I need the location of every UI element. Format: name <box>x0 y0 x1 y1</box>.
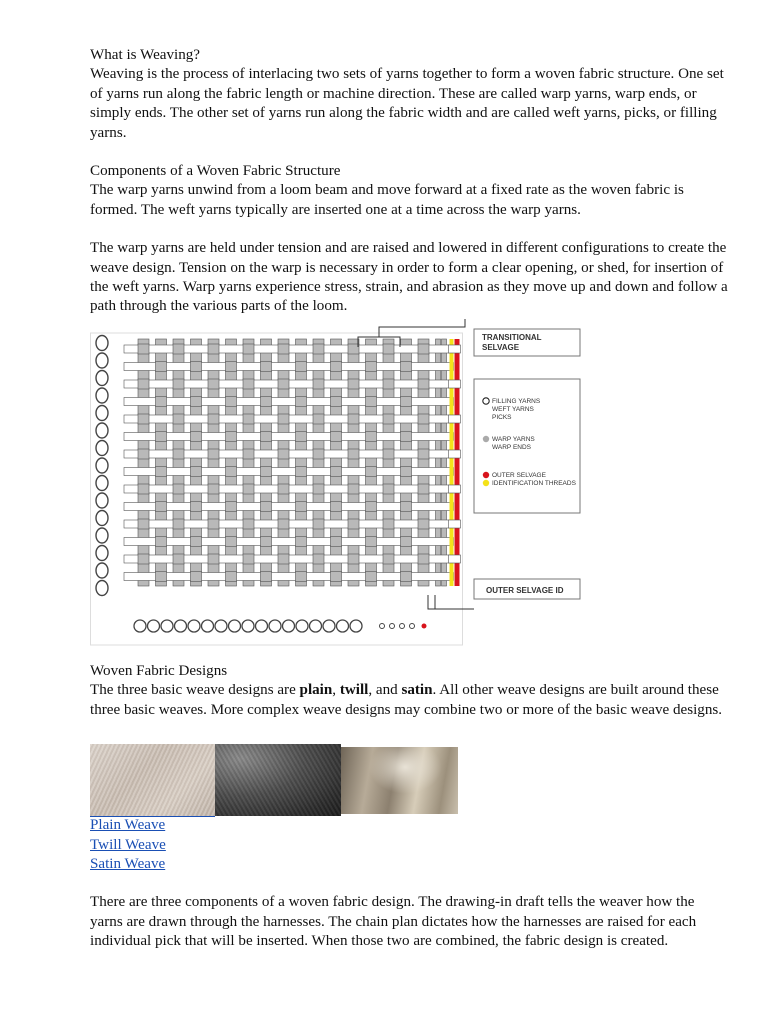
warp-yarn <box>296 339 307 586</box>
designs-intro-end: . All other weave designs are built around these three basic weaves. More complex weave designs may combine two or more of the basic weave designs. <box>90 682 723 718</box>
warp-over-crossing <box>296 466 307 476</box>
warp-over-crossing <box>366 536 377 546</box>
warp-over-crossing <box>226 501 237 511</box>
warp-over-crossing <box>366 571 377 581</box>
warp-over-crossing <box>156 536 167 546</box>
warp-over-crossing <box>296 361 307 371</box>
components-para-1: The warp yarns unwind from a loom beam and move forward at a fixed rate as the woven fabric is formed. The weft yarns typically are inserted one at a time across the warp yarns. <box>90 182 684 218</box>
warp-yarn <box>243 339 254 586</box>
warp-over-crossing <box>313 449 324 459</box>
selvage-weft-turn <box>449 345 461 353</box>
warp-over-crossing <box>348 554 359 564</box>
warp-over-crossing <box>208 379 219 389</box>
warp-over-crossing <box>383 484 394 494</box>
warp-over-crossing <box>366 361 377 371</box>
warp-over-crossing <box>138 414 149 424</box>
warp-over-crossing <box>156 361 167 371</box>
warp-over-crossing <box>296 501 307 511</box>
warp-over-crossing <box>243 519 254 529</box>
weave-photos <box>90 744 730 816</box>
warp-over-crossing <box>383 554 394 564</box>
warp-over-crossing <box>331 571 342 581</box>
warp-over-crossing <box>418 344 429 354</box>
warp-over-crossing <box>191 501 202 511</box>
warp-over-crossing <box>331 431 342 441</box>
legend-filling-3: PICKS <box>492 413 512 421</box>
warp-over-crossing <box>278 414 289 424</box>
designs-heading: Woven Fabric Designs <box>90 662 228 679</box>
warp-over-crossing <box>313 344 324 354</box>
warp-over-crossing <box>348 449 359 459</box>
warp-over-crossing <box>261 571 272 581</box>
selvage-weft-turn <box>449 450 461 458</box>
warp-over-crossing <box>138 554 149 564</box>
warp-over-crossing <box>173 484 184 494</box>
identification-thread <box>450 339 454 586</box>
warp-over-crossing <box>226 466 237 476</box>
warp-over-crossing <box>243 414 254 424</box>
warp-over-crossing <box>173 519 184 529</box>
warp-yarn <box>261 339 272 586</box>
warp-over-crossing <box>331 466 342 476</box>
weave-links <box>90 816 730 874</box>
selvage-weft-turn <box>449 485 461 493</box>
warp-over-crossing <box>383 519 394 529</box>
warp-over-crossing <box>401 361 412 371</box>
warp-over-crossing <box>261 361 272 371</box>
warp-over-crossing <box>208 449 219 459</box>
warp-over-crossing <box>296 431 307 441</box>
warp-yarn <box>313 339 324 586</box>
designs-comma-1: , <box>332 682 340 699</box>
satin-bold: satin <box>401 682 433 699</box>
warp-over-crossing <box>366 466 377 476</box>
warp-over-crossing <box>138 449 149 459</box>
warp-over-crossing <box>366 396 377 406</box>
warp-over-crossing <box>138 519 149 529</box>
warp-over-crossing <box>156 571 167 581</box>
selvage-weft-turn <box>449 520 461 528</box>
warp-over-crossing <box>156 501 167 511</box>
warp-over-crossing <box>173 449 184 459</box>
warp-over-crossing <box>191 396 202 406</box>
warp-over-crossing <box>348 379 359 389</box>
outer-selvage-marker-icon <box>483 472 489 478</box>
warp-over-crossing <box>313 519 324 529</box>
warp-over-crossing <box>226 571 237 581</box>
warp-yarn <box>418 339 429 586</box>
warp-yarn <box>331 339 342 586</box>
warp-over-crossing <box>261 466 272 476</box>
legend-warp-2: WARP ENDS <box>492 443 532 451</box>
warp-over-crossing <box>296 571 307 581</box>
legend-warp-1: WARP YARNS <box>492 435 535 443</box>
selvage-warp-yarn <box>442 339 447 586</box>
warp-over-crossing <box>331 501 342 511</box>
warp-yarn <box>138 339 149 586</box>
warp-over-crossing <box>383 379 394 389</box>
satin-weave-link[interactable]: Satin Weave <box>90 855 166 872</box>
legend-selvage-2: IDENTIFICATION THREADS <box>492 479 576 487</box>
warp-over-crossing <box>278 554 289 564</box>
components-para-2: The warp yarns are held under tension and are raised and lowered in different configurations to create the weave design. Tension on the warp is necessary in order to form a clear opening, or shed, for insertion of the weft yarns. Warp yarns experience stress, strain, and abrasion as they move up and down and follow a path through the various parts of the loom. <box>90 240 728 315</box>
warp-yarn <box>226 339 237 586</box>
plain-weave-photo[interactable] <box>90 744 215 817</box>
warp-over-crossing <box>243 379 254 389</box>
warp-over-crossing <box>418 554 429 564</box>
warp-over-crossing <box>331 396 342 406</box>
warp-over-crossing <box>173 379 184 389</box>
warp-over-crossing <box>278 379 289 389</box>
design-components-para: There are three components of a woven fabric design. The drawing-in draft tells the weaver how the yarns are drawn through the harnesses. The chain plan dictates how the harnesses are raised for each individual pick that will be inserted. When those two are combined, the fabric design is created. <box>90 894 697 950</box>
warp-over-crossing <box>348 519 359 529</box>
warp-over-crossing <box>401 466 412 476</box>
plain-bold: plain <box>299 682 333 699</box>
designs-comma-2: , and <box>368 682 402 699</box>
warp-over-crossing <box>138 379 149 389</box>
legend-filling-2: WEFT YARNS <box>492 405 534 413</box>
warp-over-crossing <box>208 414 219 424</box>
warp-yarn <box>191 339 202 586</box>
warp-yarn <box>156 339 167 586</box>
warp-over-crossing <box>418 379 429 389</box>
warp-over-crossing <box>418 414 429 424</box>
warp-over-crossing <box>243 554 254 564</box>
warp-over-crossing <box>208 554 219 564</box>
warp-over-crossing <box>208 484 219 494</box>
woven-structure-diagram <box>90 317 585 647</box>
warp-over-crossing <box>313 379 324 389</box>
warp-over-crossing <box>401 501 412 511</box>
warp-over-crossing <box>191 571 202 581</box>
warp-over-crossing <box>226 396 237 406</box>
weaving-heading: What is Weaving? <box>90 47 200 63</box>
transitional-label-2: SELVAGE <box>482 342 520 352</box>
warp-over-crossing <box>313 484 324 494</box>
identification-thread-marker-icon <box>483 480 489 486</box>
warp-over-crossing <box>226 361 237 371</box>
legend-selvage-1: OUTER SELVAGE <box>492 471 546 479</box>
twill-bold: twill <box>339 682 369 699</box>
warp-yarn <box>208 339 219 586</box>
warp-over-crossing <box>261 536 272 546</box>
transitional-label-1: TRANSITIONAL <box>482 332 542 342</box>
warp-over-crossing <box>313 554 324 564</box>
warp-yarn <box>401 339 412 586</box>
warp-over-crossing <box>138 344 149 354</box>
warp-over-crossing <box>296 536 307 546</box>
warp-over-crossing <box>173 414 184 424</box>
warp-over-crossing <box>191 466 202 476</box>
warp-yarn <box>348 339 359 586</box>
outer-selvage-id-label: OUTER SELVAGE ID <box>486 585 564 595</box>
warp-over-crossing <box>383 449 394 459</box>
warp-over-crossing <box>401 571 412 581</box>
designs-intro-start: The three basic weave designs are <box>90 682 300 699</box>
warp-over-crossing <box>243 484 254 494</box>
warp-over-crossing <box>418 449 429 459</box>
warp-over-crossing <box>331 361 342 371</box>
outer-selvage-thread <box>455 339 460 586</box>
selvage-weft-turn <box>449 555 461 563</box>
warp-over-crossing <box>348 344 359 354</box>
warp-over-crossing <box>331 536 342 546</box>
warp-over-crossing <box>191 536 202 546</box>
warp-over-crossing <box>313 414 324 424</box>
document-page <box>90 46 730 952</box>
warp-over-crossing <box>208 519 219 529</box>
selvage-warp-yarn <box>436 339 441 586</box>
bottom-red-dot <box>422 623 427 628</box>
warp-over-crossing <box>383 414 394 424</box>
warp-over-crossing <box>278 449 289 459</box>
selvage-weft-turn <box>449 380 461 388</box>
warp-over-crossing <box>208 344 219 354</box>
warp-over-crossing <box>366 501 377 511</box>
legend-filling-1: FILLING YARNS <box>492 397 541 405</box>
warp-yarn <box>383 339 394 586</box>
warp-yarn-marker-icon <box>483 436 489 442</box>
warp-over-crossing <box>418 519 429 529</box>
warp-over-crossing <box>173 344 184 354</box>
warp-over-crossing <box>366 431 377 441</box>
warp-over-crossing <box>243 344 254 354</box>
warp-over-crossing <box>173 554 184 564</box>
warp-over-crossing <box>261 396 272 406</box>
warp-over-crossing <box>278 519 289 529</box>
warp-over-crossing <box>156 466 167 476</box>
warp-over-crossing <box>296 396 307 406</box>
warp-over-crossing <box>226 536 237 546</box>
plain-weave-link[interactable]: Plain Weave <box>90 817 166 834</box>
warp-over-crossing <box>418 484 429 494</box>
warp-over-crossing <box>138 484 149 494</box>
warp-yarn <box>278 339 289 586</box>
warp-over-crossing <box>226 431 237 441</box>
satin-weave-photo[interactable] <box>341 747 458 814</box>
warp-over-crossing <box>156 396 167 406</box>
warp-over-crossing <box>261 501 272 511</box>
warp-over-crossing <box>348 484 359 494</box>
warp-over-crossing <box>401 536 412 546</box>
warp-over-crossing <box>278 344 289 354</box>
warp-over-crossing <box>278 484 289 494</box>
warp-yarn <box>173 339 184 586</box>
warp-over-crossing <box>243 449 254 459</box>
warp-over-crossing <box>401 396 412 406</box>
weaving-definition: Weaving is the process of interlacing two sets of yarns together to form a woven fabric structure. One set of yarns run along the fabric length or machine direction. These are called warp yarns, warp ends, or simply ends. The other set of yarns run along the fabric width and are called weft yarns, picks, or filling yarns. <box>90 66 724 141</box>
warp-over-crossing <box>401 431 412 441</box>
warp-over-crossing <box>261 431 272 441</box>
weave-diagram-svg <box>90 317 585 647</box>
warp-over-crossing <box>383 344 394 354</box>
selvage-weft-turn <box>449 415 461 423</box>
warp-yarn <box>366 339 377 586</box>
twill-weave-photo[interactable] <box>215 744 341 816</box>
warp-over-crossing <box>191 361 202 371</box>
warp-over-crossing <box>156 431 167 441</box>
warp-over-crossing <box>191 431 202 441</box>
filling-yarn-marker-icon <box>483 398 489 404</box>
twill-weave-link[interactable]: Twill Weave <box>90 836 166 853</box>
components-heading: Components of a Woven Fabric Structure <box>90 163 341 180</box>
designs-intro <box>90 681 730 720</box>
warp-over-crossing <box>348 414 359 424</box>
